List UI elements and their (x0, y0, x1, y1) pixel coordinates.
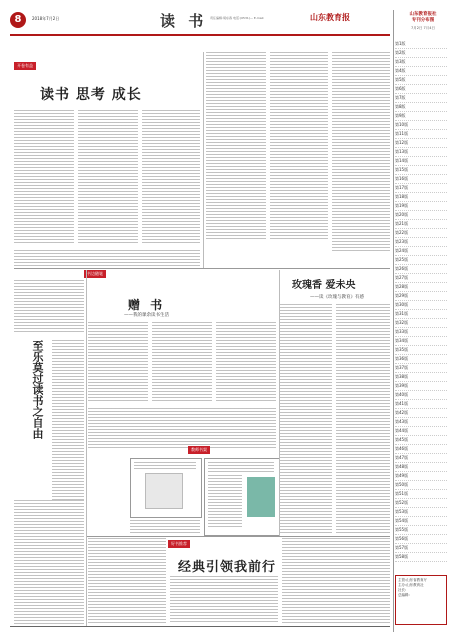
sidebar-item[interactable]: 第25版 (395, 256, 447, 265)
issue-date: 2018年7月2日 (32, 16, 60, 21)
sidebar-item[interactable]: 第45版 (395, 436, 447, 445)
article-right-body-b (270, 52, 328, 240)
sidebar-item[interactable]: 第53版 (395, 508, 447, 517)
sidebar-item[interactable]: 第56版 (395, 535, 447, 544)
article-1-body-c (142, 110, 200, 244)
sidebar-item[interactable]: 第49版 (395, 472, 447, 481)
sidebar-item[interactable]: 第15版 (395, 166, 447, 175)
sidebar-item[interactable]: 第38版 (395, 373, 447, 382)
sidebar-item[interactable]: 第3版 (395, 58, 447, 67)
sidebar-item[interactable]: 第20版 (395, 211, 447, 220)
sidebar-item[interactable]: 第44版 (395, 427, 447, 436)
sidebar-item[interactable]: 第42版 (395, 409, 447, 418)
column-tag-3: 教师书架 (188, 446, 210, 454)
masthead-rule (10, 34, 390, 36)
sidebar-item[interactable]: 第40版 (395, 391, 447, 400)
book-1-cover (145, 473, 183, 509)
sidebar-item[interactable]: 第12版 (395, 139, 447, 148)
sidebar-item[interactable]: 第24版 (395, 247, 447, 256)
left-article-body-b (52, 340, 84, 500)
sidebar-item[interactable]: 第5版 (395, 76, 447, 85)
sidebar-item[interactable]: 第18版 (395, 193, 447, 202)
headline-1: 读书 思考 成长 (40, 87, 142, 103)
sidebar-item[interactable]: 第58版 (395, 553, 447, 562)
sidebar-item[interactable]: 第14版 (395, 157, 447, 166)
sidebar-item[interactable]: 第21版 (395, 220, 447, 229)
sidebar-item[interactable]: 第34版 (395, 337, 447, 346)
sidebar-item[interactable]: 第55版 (395, 526, 447, 535)
sidebar-item[interactable]: 第50版 (395, 481, 447, 490)
article-4-body-a (88, 538, 166, 624)
sidebar-item[interactable]: 第39版 (395, 382, 447, 391)
sidebar-item[interactable]: 第27版 (395, 274, 447, 283)
rule-mid (14, 268, 390, 269)
sidebar-item[interactable]: 第17版 (395, 184, 447, 193)
sidebar-item[interactable]: 第30版 (395, 301, 447, 310)
sidebar-item[interactable]: 第1版 (395, 40, 447, 49)
sidebar-item[interactable]: 第51版 (395, 490, 447, 499)
sidebar-item[interactable]: 第48版 (395, 463, 447, 472)
sidebar-item[interactable]: 第46版 (395, 445, 447, 454)
book-1-caption (134, 462, 196, 470)
column-tag-2: 书边随笔 (84, 270, 106, 278)
sidebar-item[interactable]: 第52版 (395, 499, 447, 508)
left-article-body-c (14, 500, 84, 624)
sidebar-item[interactable]: 第4版 (395, 67, 447, 76)
book-box-2 (204, 458, 280, 536)
sidebar-item[interactable]: 第54版 (395, 517, 447, 526)
article-3-body-a (280, 304, 332, 534)
sidebar-item[interactable]: 第28版 (395, 283, 447, 292)
sidebar-item[interactable]: 第16版 (395, 175, 447, 184)
sidebar-item[interactable]: 第32版 (395, 319, 447, 328)
sidebar-item[interactable]: 第13版 (395, 148, 447, 157)
article-right-body-c (332, 52, 390, 252)
article-1-body-a (14, 110, 74, 244)
article-2-body-d (88, 408, 276, 448)
article-4-body-b (170, 576, 278, 624)
subhead-3: ——读《玫瑰与教育》有感 (310, 295, 364, 300)
sidebar-item[interactable]: 第11版 (395, 130, 447, 139)
article-1-body-b (78, 110, 138, 244)
sidebar-item[interactable]: 第35版 (395, 346, 447, 355)
sidebar-item[interactable]: 第10版 (395, 121, 447, 130)
sidebar-item[interactable]: 第29版 (395, 292, 447, 301)
masthead (10, 10, 390, 44)
article-3-body-b (336, 304, 390, 534)
headline-4: 经典引领我前行 (178, 560, 277, 575)
sidebar-item[interactable]: 第33版 (395, 328, 447, 337)
sidebar-item[interactable]: 第9版 (395, 112, 447, 121)
sidebar-item[interactable]: 第36版 (395, 355, 447, 364)
sidebar-item[interactable]: 第7版 (395, 94, 447, 103)
sidebar-item[interactable]: 第6版 (395, 85, 447, 94)
left-article-body-a (14, 280, 84, 334)
sidebar-header: 山东教育报社 专刊分布图 (409, 12, 437, 23)
rule-lower (86, 536, 390, 537)
vrule-1 (203, 52, 204, 268)
book-1-text (130, 520, 200, 534)
book-2-cover (247, 477, 275, 517)
book-2-caption (208, 462, 274, 472)
sidebar-item[interactable]: 第31版 (395, 310, 447, 319)
footer-rule (10, 626, 390, 627)
column-tag-1: 开卷有益 (14, 62, 36, 70)
sidebar-subheader: 7月2日 7月4日 (410, 26, 436, 30)
article-right-body-a (206, 52, 266, 240)
column-tag-4: 好书推荐 (168, 540, 190, 548)
article-2-body-b (152, 322, 212, 402)
sidebar-item[interactable]: 第57版 (395, 544, 447, 553)
sidebar-item[interactable]: 第22版 (395, 229, 447, 238)
article-2-body-c (216, 322, 276, 402)
sidebar-item[interactable]: 第43版 (395, 418, 447, 427)
sidebar-item[interactable]: 第8版 (395, 103, 447, 112)
sidebar-item[interactable]: 第23版 (395, 238, 447, 247)
vrule-3 (279, 270, 280, 536)
vertical-headline: 至乐莫过读书之自由 (31, 340, 44, 439)
sidebar-item[interactable]: 第26版 (395, 265, 447, 274)
sidebar-item[interactable]: 第19版 (395, 202, 447, 211)
headline-2: 赠 书 (128, 298, 166, 312)
page-number-badge: 8 (10, 12, 26, 28)
headline-3: 玫瑰香 爱未央 (292, 280, 356, 291)
vrule-2 (86, 270, 87, 626)
section-title: 读 书 (160, 12, 208, 30)
article-4-body-c (282, 538, 390, 624)
sidebar-item[interactable]: 第37版 (395, 364, 447, 373)
article-1-body-d (14, 250, 200, 268)
editor-line: 责任编辑:胡东春 电话:(0531)— E-mail: (210, 16, 265, 20)
book-box-1 (130, 458, 202, 518)
subhead-2: ——我的课余读书生活 (124, 313, 169, 318)
sidebar-info-box: 主管:山东省教育厅 主办:山东教育社 社长: 总编辑: (395, 575, 447, 625)
sidebar-item[interactable]: 第47版 (395, 454, 447, 463)
sidebar-item[interactable]: 第2版 (395, 49, 447, 58)
article-2-body-a (88, 322, 148, 402)
paper-logo: 山东教育报 (310, 12, 350, 22)
book-2-text (208, 475, 242, 529)
sidebar-item[interactable]: 第41版 (395, 400, 447, 409)
